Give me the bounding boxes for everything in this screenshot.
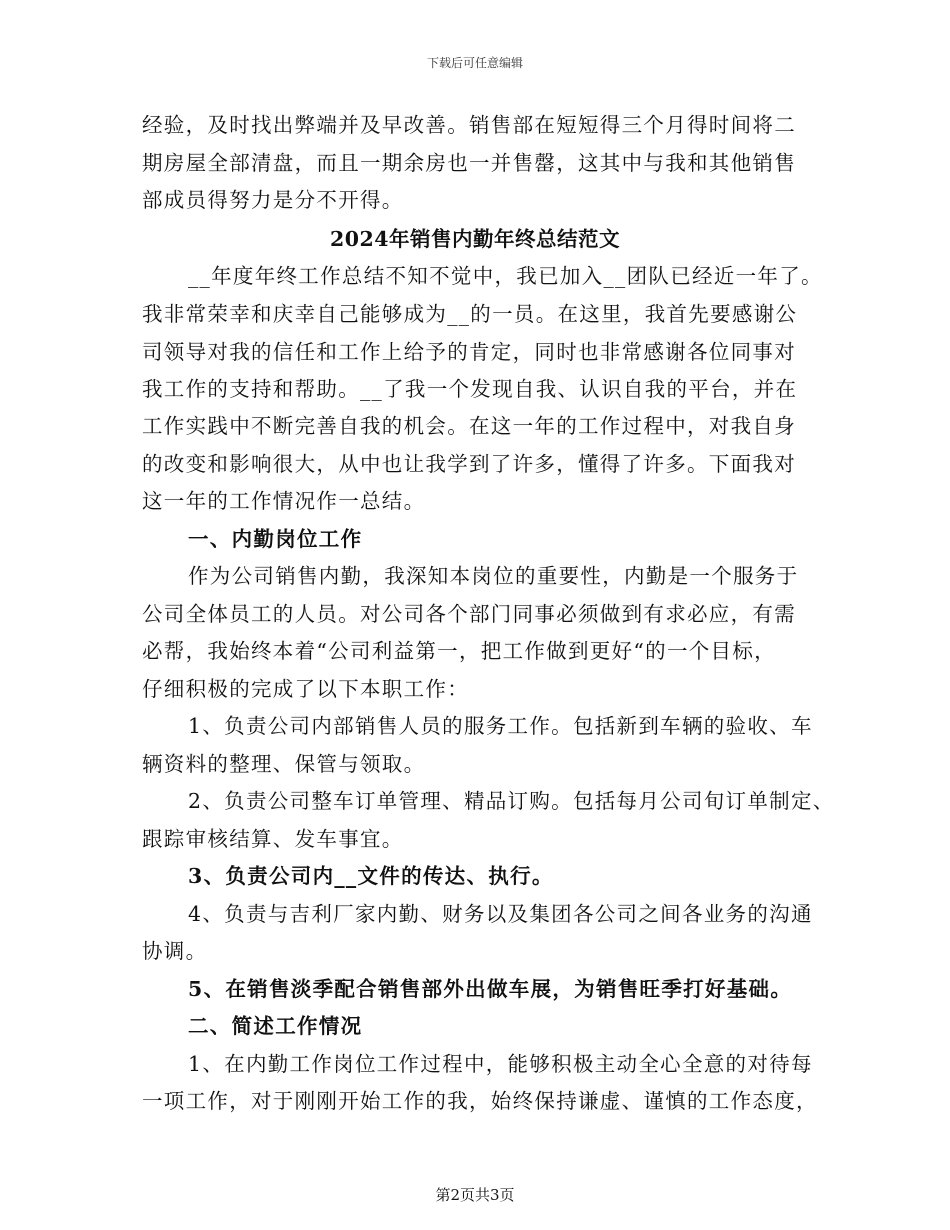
text-line: 仔细积极的完成了以下本职工作： [142,677,469,701]
list-item: 4、负责与吉利厂家内勤、财务以及集团各公司之间各业务的沟通 [188,902,813,926]
text-line: 的改变和影响很大，从中也让我学到了许多，懂得了许多。下面我对 [142,452,796,476]
text-line: 协调。 [142,939,208,963]
text-line: 一项工作，对于刚刚开始工作的我，始终保持谦虚、谨慎的工作态度， [142,1089,818,1113]
text-line: 必帮，我始终本着“公司利益第一，把工作做到更好“的一个目标， [142,639,776,663]
list-item: 5、在销售淡季配合销售部外出做车展，为销售旺季打好基础。 [188,977,793,1001]
list-item: 3、负责公司内__文件的传达、执行。 [188,864,554,888]
section-heading: 一、内勤岗位工作 [188,527,363,551]
text-line: 作为公司销售内勤，我深知本岗位的重要性，内勤是一个服务于 [188,564,799,588]
page-header: 下载后可任意编辑 [426,56,523,70]
text-line: 辆资料的整理、保管与领取。 [142,752,426,776]
text-line: 部成员得努力是分不开得。 [142,188,404,212]
text-line: 跟踪审核结算、发车事宜。 [142,827,404,851]
page-footer: 第2页共3页 [435,1186,515,1204]
text-line: __年度年终工作总结不知不觉中，我已加入__团队已经近一年了。 [188,264,823,288]
text-line: 公司全体员工的人员。对公司各个部门同事必须做到有求必应，有需 [142,602,796,626]
article-title: 2024年销售内勤年终总结范文 [329,227,621,251]
text-line: 期房屋全部清盘，而且一期余房也一并售罄，这其中与我和其他销售 [142,151,796,175]
text-line: 工作实践中不断完善自我的机会。在这一年的工作过程中，对我自身 [142,414,796,438]
list-item: 2、负责公司整车订单管理、精品订购。包括每月公司旬订单制定、 [188,789,835,813]
text-line: 这一年的工作情况作一总结。 [142,489,426,513]
text-line: 1、在内勤工作岗位工作过程中，能够积极主动全心全意的对待每 [188,1052,813,1076]
section-heading: 二、简述工作情况 [188,1014,363,1038]
text-line: 司领导对我的信任和工作上给予的肯定，同时也非常感谢各位同事对 [142,340,796,364]
text-line: 我非常荣幸和庆幸自己能够成为__的一员。在这里，我首先要感谢公 [142,302,798,326]
text-line: 经验，及时找出弊端并及早改善。销售部在短短得三个月得时间将二 [142,113,796,137]
list-item: 1、负责公司内部销售人员的服务工作。包括新到车辆的验收、车 [188,714,813,738]
text-line: 我工作的支持和帮助。__了我一个发现自我、认识自我的平台，并在 [142,377,798,401]
